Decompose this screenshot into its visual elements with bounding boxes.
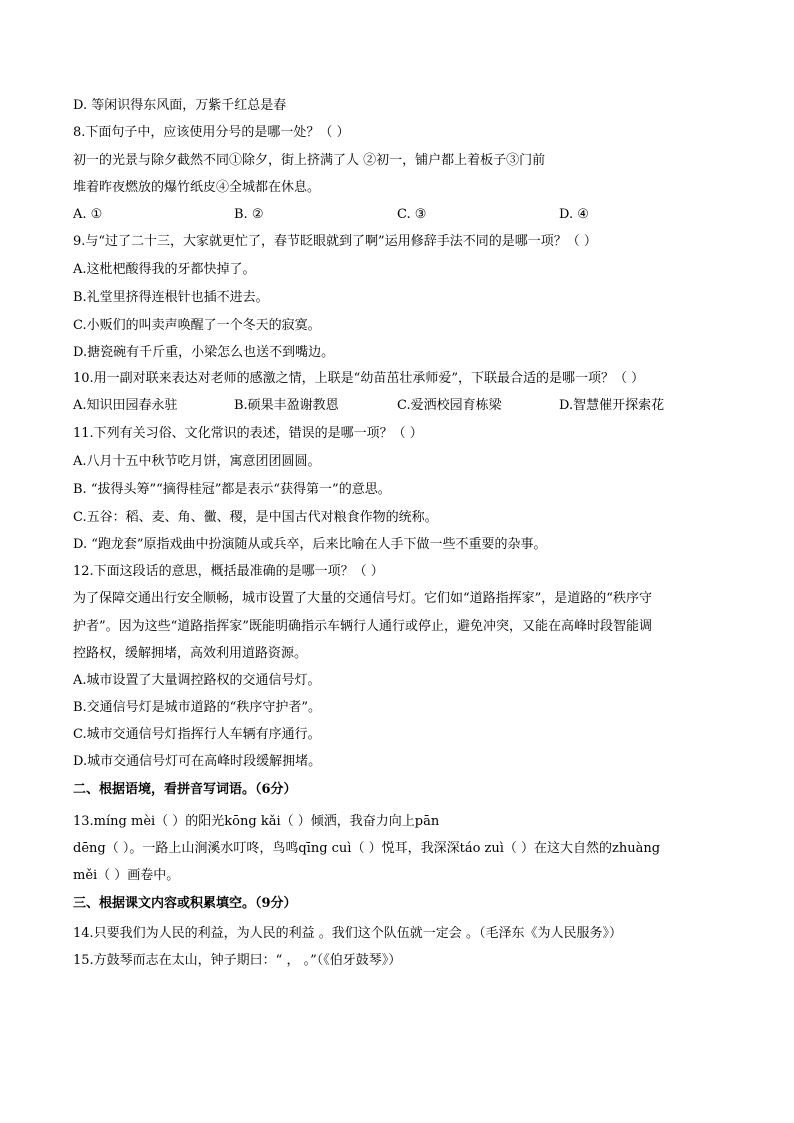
q9-option-c: C.小贩们的叫卖声唤醒了一个冬天的寂寞。 [73,318,321,333]
q9-stem: 9.与“过了二十三，大家就更忙了，春节眨眼就到了啊”运用修辞手法不同的是哪一项？（ ） [73,234,597,249]
q13-line-1: 13.míng mèi（ ）的阳光kōng kǎi（ ）倾洒，我奋力向上pān [73,814,440,829]
q12-option-c: C.城市交通信号灯指挥行人车辆有序通行。 [73,727,321,742]
q9-option-b: B.礼堂里挤得连根针也插不进去。 [73,290,269,305]
q12-stem: 12.下面这段话的意思，概括最准确的是哪一项？（ ） [73,564,384,579]
q10-option-c: C.爱洒校园育栋梁 [397,398,502,413]
q10-option-b: B.硕果丰盈谢教恩 [234,398,339,413]
q9-option-a: A.这枇杷酸得我的牙都快掉了。 [73,262,256,277]
q10-option-a: A.知识田园春永驻 [73,398,178,413]
q11-stem: 11.下列有关习俗、文化常识的表述，错误的是哪一项？（ ） [73,426,423,441]
q10-stem: 10.用一副对联来表达对老师的感激之情，上联是“幼苗茁壮承师爱”，下联最合适的是哪一项？（ ） [73,371,645,386]
section-3-heading: 三、根据课文内容或积累填空。（9分） [73,896,297,911]
q11-option-d: D. “跑龙套”原指戏曲中扮演随从或兵卒，后来比喻在人手下做一些不重要的杂事。 [73,537,547,552]
q12-option-b: B.交通信号灯是城市道路的“秩序守护者”。 [73,700,321,715]
q12-passage-line-1: 为了保障交通出行安全顺畅，城市设置了大量的交通信号灯。它们如“道路指挥家”，是道路的“秩序守 [73,591,652,606]
q12-passage-line-3: 控路权，缓解拥堵，高效利用道路资源。 [73,646,308,661]
q8-option-c: C. ③ [397,207,427,222]
q14-line: 14.只要我们为人民的利益，为人民的利益 。我们这个队伍就一定会 。（毛泽东《为人民服务》） [73,926,622,941]
q8-stem: 8.下面句子中，应该使用分号的是哪一处？（ ） [73,125,350,140]
q8-options [73,207,733,223]
q11-option-b: B. “拔得头筹”“摘得桂冠”都是表示“获得第一”的意思。 [73,482,391,497]
q8-passage-line-1: 初一的光景与除夕截然不同①除夕，街上挤满了人 ②初一，铺户都上着板子③门前 [73,153,546,168]
q13-line-3: měi（ ）画卷中。 [73,868,180,883]
section-2-heading: 二、根据语境，看拼音写词语。（6分） [73,782,297,797]
q10-options [73,398,733,414]
q13-line-2: dēng（ ）。一路上山涧溪水叮咚，鸟鸣qīng cuì（ ）悦耳，我深深táo zuì（ ）在这大自然的zhuàng [73,841,661,856]
q9-option-d: D.搪瓷碗有千斤重，小梁怎么也送不到嘴边。 [73,345,335,360]
q8-passage-line-2: 堆着昨夜燃放的爆竹纸皮④全城都在休息。 [73,180,321,195]
q8-option-d: D. ④ [559,207,589,222]
q15-line: 15.方鼓琴而志在太山，钟子期曰：“ ， 。”（《伯牙鼓琴》） [73,953,402,968]
q8-option-a: A. ① [73,207,103,222]
q11-option-c: C.五谷：稻、麦、角、黴、稷，是中国古代对粮食作物的统称。 [73,510,438,525]
q12-passage-line-2: 护者”。因为这些“道路指挥家”既能明确指示车辆行人通行或停止，避免冲突，又能在高峰时段智能调 [73,619,652,634]
q12-option-d: D.城市交通信号灯可在高峰时段缓解拥堵。 [73,754,322,769]
q10-option-d: D.智慧催开探索花 [559,398,665,413]
q11-option-a: A.八月十五中秋节吃月饼，寓意团团圆圆。 [73,454,321,469]
q12-option-a: A.城市设置了大量调控路权的交通信号灯。 [73,673,321,688]
q8-option-b: B. ② [234,207,264,222]
q7-option-d: D. 等闲识得东风面，万紫千红总是春 [73,98,287,113]
